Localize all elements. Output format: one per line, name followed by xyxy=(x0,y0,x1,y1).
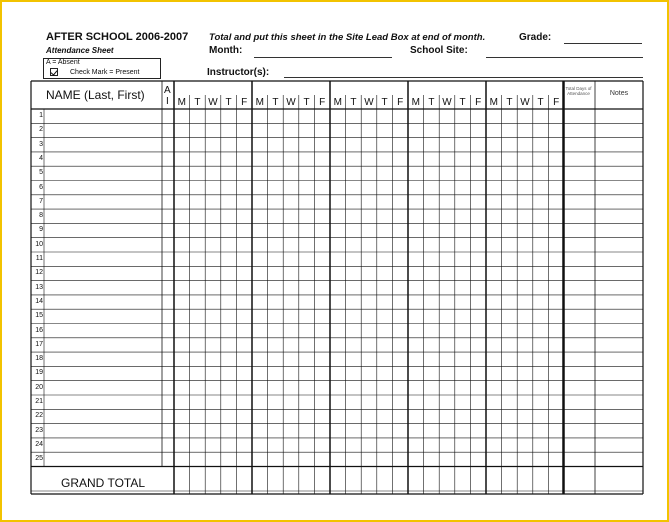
day-header-t: T xyxy=(537,97,544,108)
program-title: AFTER SCHOOL 2006-2007 xyxy=(46,31,189,43)
row-number: 12 xyxy=(35,269,43,277)
day-header-m: M xyxy=(255,97,264,108)
row-number: 17 xyxy=(35,340,43,348)
name-column-header: NAME (Last, First) xyxy=(46,88,145,102)
day-header-t: T xyxy=(194,97,201,108)
row-number: 19 xyxy=(35,369,43,377)
row-number: 10 xyxy=(35,240,43,248)
row-number: 13 xyxy=(35,283,43,291)
row-number: 2 xyxy=(39,126,43,134)
day-header-t: T xyxy=(350,97,357,108)
day-header-t: T xyxy=(459,97,466,108)
row-number: 3 xyxy=(39,140,43,148)
row-number: 15 xyxy=(35,312,43,320)
total-days-header: Total Days of Attendance xyxy=(565,86,592,96)
day-header-w: W xyxy=(442,97,452,108)
row-number: 7 xyxy=(39,197,43,205)
row-number: 23 xyxy=(35,426,43,434)
row-number: 21 xyxy=(35,398,43,405)
day-header-t: T xyxy=(428,97,435,108)
day-header-f: F xyxy=(319,97,326,108)
month-label: Month: xyxy=(209,45,243,56)
legend-absent: A = Absent xyxy=(46,59,80,66)
row-number: 16 xyxy=(35,326,43,334)
row-number: 24 xyxy=(35,440,43,448)
row-number: 20 xyxy=(35,383,43,391)
day-header-f: F xyxy=(475,97,482,108)
day-header-f: F xyxy=(397,97,404,108)
day-header-m: M xyxy=(489,97,498,108)
instruction-text: Total and put this sheet in the Site Lead Box at end of month. xyxy=(209,32,486,43)
day-header-w: W xyxy=(520,97,530,108)
day-header-m: M xyxy=(333,97,342,108)
grand-total-label: GRAND TOTAL xyxy=(61,476,146,490)
ai-header-i: I xyxy=(166,96,169,107)
row-number: 8 xyxy=(39,212,43,220)
day-header-f: F xyxy=(553,97,560,108)
day-header-m: M xyxy=(177,97,186,108)
row-number: 25 xyxy=(35,455,43,463)
day-header-w: W xyxy=(208,97,218,108)
day-header-t: T xyxy=(303,97,310,108)
school-site-label: School Site: xyxy=(410,45,468,56)
day-header-w: W xyxy=(364,97,374,108)
grade-label: Grade: xyxy=(519,32,552,43)
row-number: 22 xyxy=(35,412,43,420)
row-number: 9 xyxy=(39,226,43,234)
row-number: 6 xyxy=(39,183,43,191)
day-header-t: T xyxy=(506,97,513,108)
row-number: 14 xyxy=(35,297,43,305)
day-header-t: T xyxy=(381,97,388,108)
row-number: 1 xyxy=(39,112,43,119)
row-number: 5 xyxy=(39,169,43,177)
day-header-t: T xyxy=(225,97,232,108)
sheet-title: Attendance Sheet xyxy=(46,46,114,55)
row-number: 18 xyxy=(35,355,43,363)
day-header-t: T xyxy=(272,97,279,108)
row-number: 11 xyxy=(35,255,43,262)
ai-header-a: A xyxy=(164,85,171,96)
row-number: 4 xyxy=(39,154,43,162)
notes-header: Notes xyxy=(609,90,629,97)
day-header-m: M xyxy=(411,97,420,108)
day-header-f: F xyxy=(241,97,248,108)
day-header-w: W xyxy=(286,97,296,108)
legend-present: Check Mark = Present xyxy=(70,69,140,76)
instructor-label: Instructor(s): xyxy=(207,67,270,78)
